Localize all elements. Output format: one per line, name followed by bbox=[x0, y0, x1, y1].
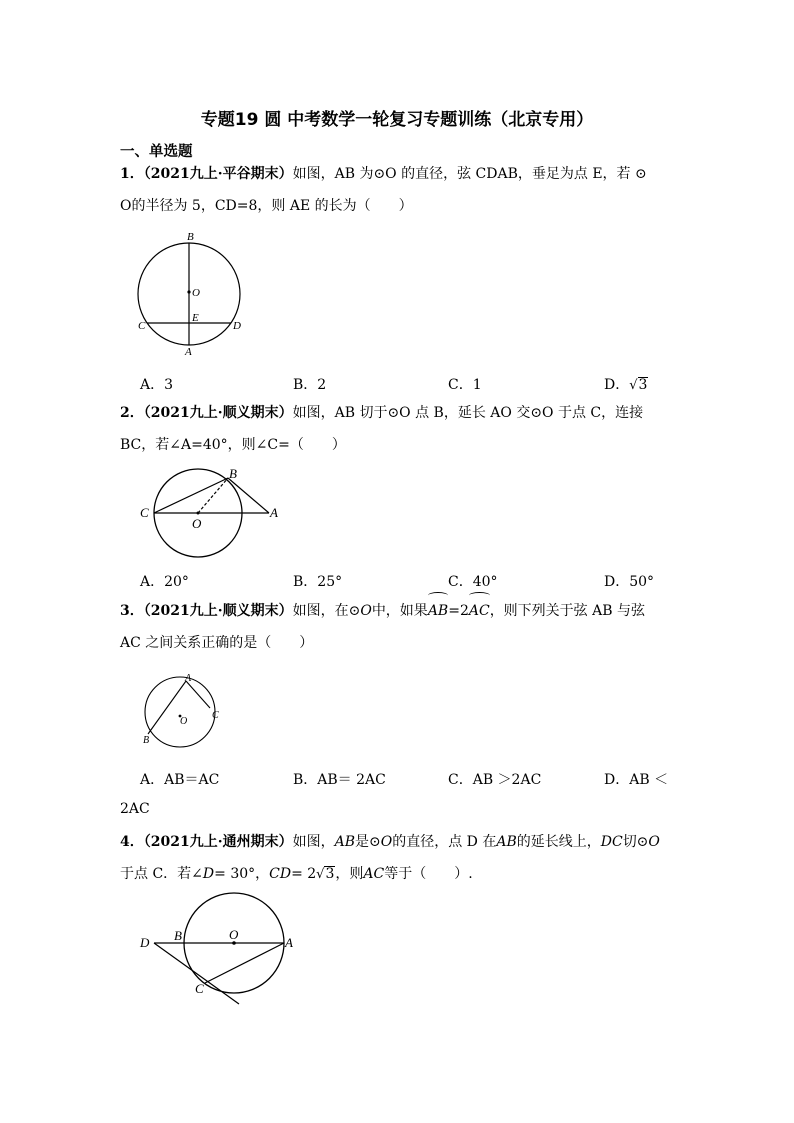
q1-label-c: C bbox=[138, 320, 146, 332]
question-3 bbox=[120, 595, 680, 659]
q4-text-angle-d: D bbox=[202, 866, 215, 882]
q1-option-b[interactable]: B．2 bbox=[293, 377, 327, 393]
q4-number: 4． bbox=[120, 834, 144, 850]
q1-option-a[interactable]: A．3 bbox=[140, 377, 174, 393]
q4-radicand: 3 bbox=[325, 866, 335, 882]
q2-source: （2021九上·顺义期末） bbox=[143, 405, 293, 421]
q4-text-e: 切⊙ bbox=[622, 834, 649, 850]
q4-label-c: C bbox=[195, 981, 204, 996]
q3-label-b: B bbox=[143, 735, 150, 746]
q4-text-g: = 30°， bbox=[214, 866, 270, 882]
q2-option-b[interactable]: B．25° bbox=[293, 574, 343, 590]
q2-text-line2: BC，若∠A=40°，则∠C=（ ） bbox=[120, 437, 346, 453]
q4-label-b: B bbox=[174, 928, 182, 943]
q3-text-line2: AC 之间关系正确的是（ ） bbox=[120, 635, 314, 651]
q4-text-f: 于点 C．若∠ bbox=[120, 866, 203, 882]
page-title: 专题19 圆 中考数学一轮复习专题训练（北京专用） bbox=[200, 110, 594, 130]
section-heading: 一、单选题 bbox=[120, 144, 193, 160]
q1-text-line1: 如图，AB 为⊙O 的直径，弦 CDAB，垂足为点 E，若 ⊙ bbox=[292, 166, 647, 182]
q2-label-c: C bbox=[140, 505, 149, 520]
q1-option-d[interactable]: D．√3 bbox=[604, 377, 648, 393]
q4-text-dc: DC bbox=[600, 834, 623, 850]
q4-figure bbox=[132, 890, 307, 1010]
q3-text-c: ，则下列关于弦 AB 与弦 bbox=[489, 603, 645, 619]
q4-text-ab2: AB bbox=[496, 834, 517, 850]
q2-label-o: O bbox=[192, 516, 202, 531]
q4-text-b: 是⊙ bbox=[355, 834, 381, 850]
q4-text-ab: AB bbox=[334, 834, 355, 850]
q3-arc-ab: AB bbox=[428, 595, 448, 627]
question-1 bbox=[120, 158, 680, 222]
q1-label-d: D bbox=[233, 320, 241, 332]
q4-text-a: 如图， bbox=[292, 834, 335, 850]
q2-figure bbox=[135, 462, 285, 558]
q2-number: 2． bbox=[120, 405, 144, 421]
q4-label-d: D bbox=[140, 935, 150, 950]
q2-text-line1: 如图，AB 切于⊙O 点 B，延长 AO 交⊙O 于点 C，连接 bbox=[292, 405, 644, 421]
q3-text-o: O bbox=[360, 603, 372, 619]
q1-option-d-radicand: 3 bbox=[638, 377, 648, 393]
q3-source: （2021九上·顺义期末） bbox=[143, 603, 293, 619]
q4-text-ac: AC bbox=[363, 866, 385, 882]
q1-label-a: A bbox=[185, 346, 192, 358]
question-4: 4．（2021九上·通州期末）如图，AB是⊙O的直径，点 D 在AB的延长线上，DC切⊙O 于点 C．若∠D= 30°，CD= 2√3，则AC等于（ ）. bbox=[120, 834, 660, 882]
q4-text-c: 的直径，点 D 在 bbox=[392, 834, 497, 850]
q1-option-c[interactable]: C．1 bbox=[448, 377, 482, 393]
q3-figure bbox=[138, 670, 238, 752]
q2-option-c[interactable]: C．40° bbox=[448, 574, 498, 590]
q4-source: （2021九上·通州期末） bbox=[143, 834, 293, 850]
q2-option-d[interactable]: D．50° bbox=[604, 574, 655, 590]
q4-label-o: O bbox=[229, 927, 239, 942]
q1-label-e: E bbox=[192, 312, 199, 324]
q1-figure bbox=[130, 228, 250, 358]
q1-label-b: B bbox=[187, 231, 194, 243]
q3-option-d[interactable]: D．AB ＜ bbox=[604, 772, 669, 788]
q3-text-b: 中，如果 bbox=[371, 603, 428, 619]
q4-text-j: 等于（ ）. bbox=[384, 866, 473, 882]
q4-text-h: = 2 bbox=[291, 866, 317, 882]
q1-number: 1． bbox=[120, 166, 144, 182]
q3-option-a[interactable]: A．AB＝AC bbox=[140, 772, 220, 788]
q3-text-eq: =2 bbox=[448, 603, 469, 619]
q3-number: 3． bbox=[120, 603, 144, 619]
q3-option-d-continued: 2AC bbox=[120, 801, 150, 817]
q3-label-o: O bbox=[180, 716, 188, 727]
q3-arc-ac: AC bbox=[469, 595, 490, 627]
q2-option-a[interactable]: A．20° bbox=[140, 574, 189, 590]
q4-text-o: O bbox=[380, 834, 393, 850]
q1-label-o: O bbox=[192, 287, 200, 299]
question-2 bbox=[120, 397, 680, 461]
q3-label-a: A bbox=[185, 673, 192, 684]
q1-source: （2021九上·平谷期末） bbox=[143, 166, 293, 182]
q4-text-d: 的延长线上， bbox=[516, 834, 601, 850]
q3-option-c[interactable]: C．AB ＞2AC bbox=[448, 772, 542, 788]
q2-label-a: A bbox=[270, 505, 278, 520]
q4-text-cd: CD bbox=[269, 866, 292, 882]
q3-option-b[interactable]: B．AB＝ 2AC bbox=[293, 772, 386, 788]
q1-text-line2: O的半径为 5，CD=8，则 AE 的长为（ ） bbox=[120, 198, 413, 214]
q4-label-a: A bbox=[285, 935, 293, 950]
q3-label-c: C bbox=[212, 710, 219, 721]
q4-text-i: ，则 bbox=[335, 866, 364, 882]
q3-text-a: 如图，在⊙ bbox=[292, 603, 361, 619]
q4-text-o2: O bbox=[648, 834, 660, 850]
q2-label-b: B bbox=[229, 466, 237, 481]
